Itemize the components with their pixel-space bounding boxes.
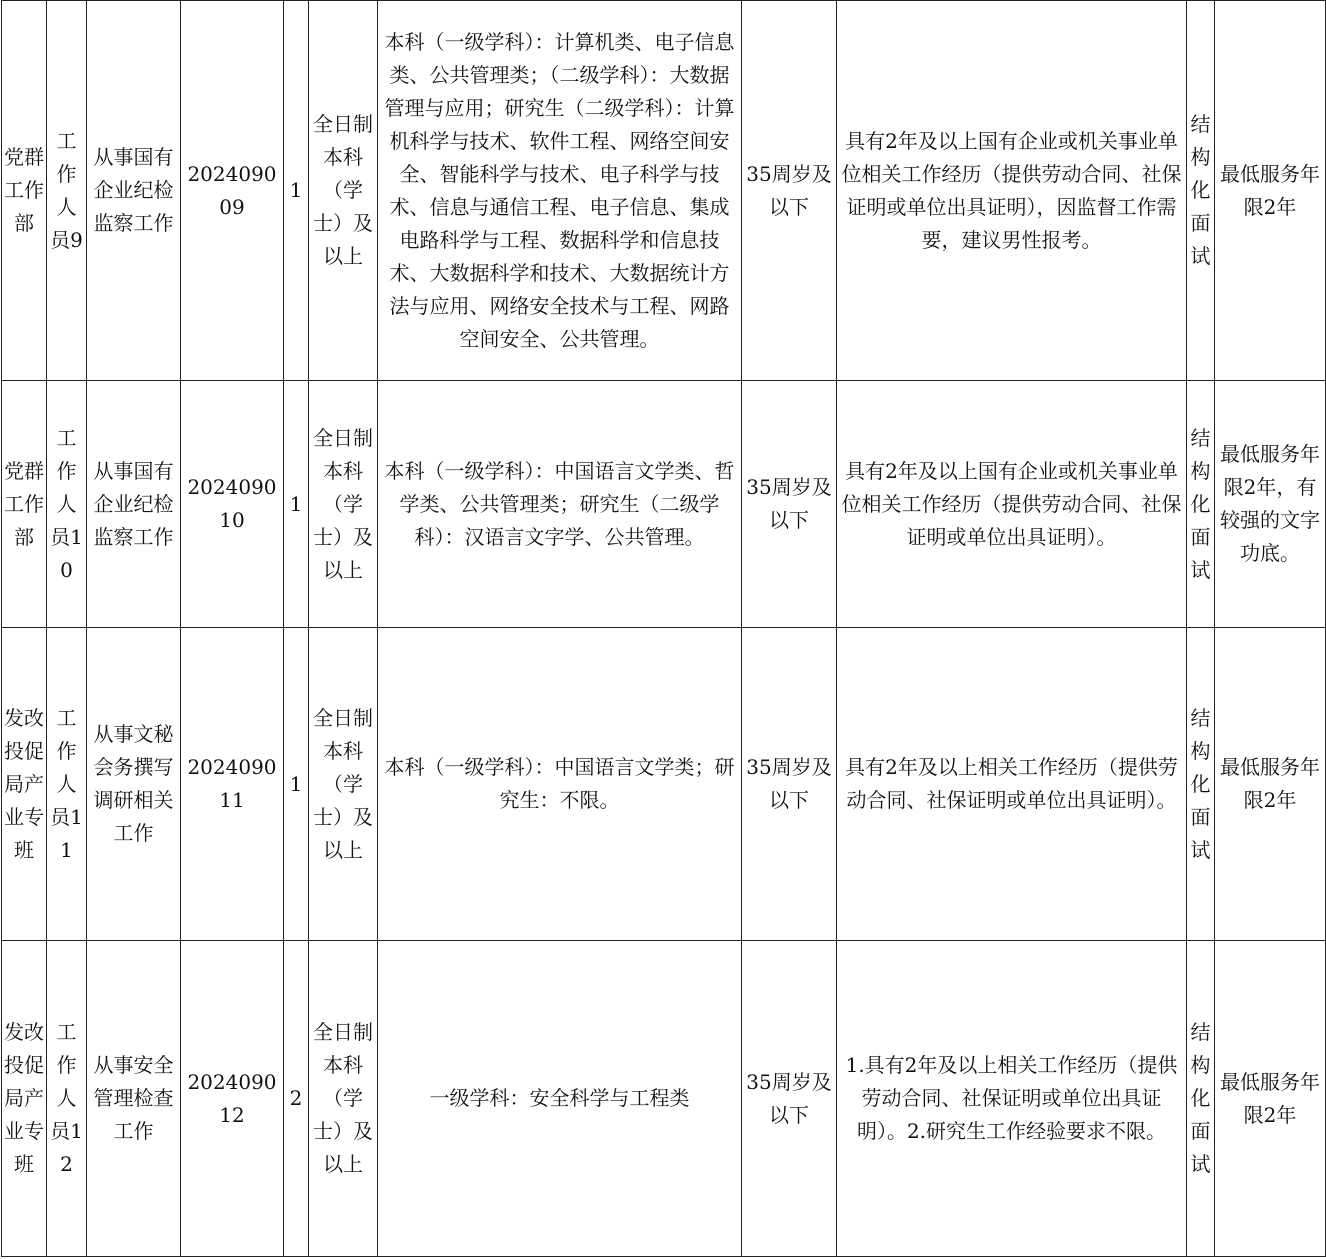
education-cell: 全日制本科（学士）及以上	[309, 628, 378, 941]
code-cell: 202409010	[181, 381, 284, 628]
age-cell: 35周岁及以下	[742, 941, 837, 1257]
education-cell: 全日制本科（学士）及以上	[309, 381, 378, 628]
requirement-cell: 具有2年及以上国有企业或机关事业单位相关工作经历（提供劳动合同、社保证明或单位出具证明），因监督工作需要，建议男性报考。	[837, 1, 1187, 381]
recruitment-table	[1, 0, 1326, 1257]
table-row	[2, 628, 1326, 941]
major-cell: 本科（一级学科）：中国语言文学类、哲学类、公共管理类；研究生（二级学科）：汉语言文字学、公共管理。	[378, 381, 742, 628]
count-cell: 1	[284, 628, 309, 941]
requirement-cell: 具有2年及以上国有企业或机关事业单位相关工作经历（提供劳动合同、社保证明或单位出具证明）。	[837, 381, 1187, 628]
dept-cell: 发改投促局产业专班	[2, 628, 47, 941]
code-cell: 202409009	[181, 1, 284, 381]
age-cell: 35周岁及以下	[742, 1, 837, 381]
major-cell: 一级学科：安全科学与工程类	[378, 941, 742, 1257]
exam-cell: 结构化面试	[1187, 1, 1215, 381]
duty-cell: 从事国有企业纪检监察工作	[87, 381, 181, 628]
note-cell: 最低服务年限2年，有较强的文字功底。	[1215, 381, 1326, 628]
age-cell: 35周岁及以下	[742, 381, 837, 628]
position-cell: 工作人员11	[47, 628, 87, 941]
code-cell: 202409011	[181, 628, 284, 941]
major-cell: 本科（一级学科）：计算机类、电子信息类、公共管理类；（二级学科）：大数据管理与应用；研究生（二级学科）：计算机科学与技术、软件工程、网络空间安全、智能科学与技术、电子科学与技术、信息与通信工程、电子信息、集成电路科学与工程、数据科学和信息技术、大数据科学和技术、大数据统计方法与应用、网络安全技术与工程、网路空间安全、公共管理。	[378, 1, 742, 381]
duty-cell: 从事安全管理检查工作	[87, 941, 181, 1257]
dept-cell: 党群工作部	[2, 381, 47, 628]
education-cell: 全日制本科（学士）及以上	[309, 941, 378, 1257]
table-row	[2, 941, 1326, 1257]
note-cell: 最低服务年限2年	[1215, 941, 1326, 1257]
count-cell: 2	[284, 941, 309, 1257]
code-cell: 202409012	[181, 941, 284, 1257]
note-cell: 最低服务年限2年	[1215, 628, 1326, 941]
exam-cell: 结构化面试	[1187, 628, 1215, 941]
education-cell: 全日制本科（学士）及以上	[309, 1, 378, 381]
requirement-cell: 1.具有2年及以上相关工作经历（提供劳动合同、社保证明或单位出具证明）。2.研究生工作经验要求不限。	[837, 941, 1187, 1257]
count-cell: 1	[284, 381, 309, 628]
exam-cell: 结构化面试	[1187, 381, 1215, 628]
position-cell: 工作人员10	[47, 381, 87, 628]
position-cell: 工作人员9	[47, 1, 87, 381]
count-cell: 1	[284, 1, 309, 381]
duty-cell: 从事文秘会务撰写调研相关工作	[87, 628, 181, 941]
dept-cell: 党群工作部	[2, 1, 47, 381]
table-row	[2, 381, 1326, 628]
duty-cell: 从事国有企业纪检监察工作	[87, 1, 181, 381]
age-cell: 35周岁及以下	[742, 628, 837, 941]
table-row	[2, 1, 1326, 381]
dept-cell: 发改投促局产业专班	[2, 941, 47, 1257]
exam-cell: 结构化面试	[1187, 941, 1215, 1257]
major-cell: 本科（一级学科）：中国语言文学类；研究生：不限。	[378, 628, 742, 941]
requirement-cell: 具有2年及以上相关工作经历（提供劳动合同、社保证明或单位出具证明）。	[837, 628, 1187, 941]
note-cell: 最低服务年限2年	[1215, 1, 1326, 381]
position-cell: 工作人员12	[47, 941, 87, 1257]
